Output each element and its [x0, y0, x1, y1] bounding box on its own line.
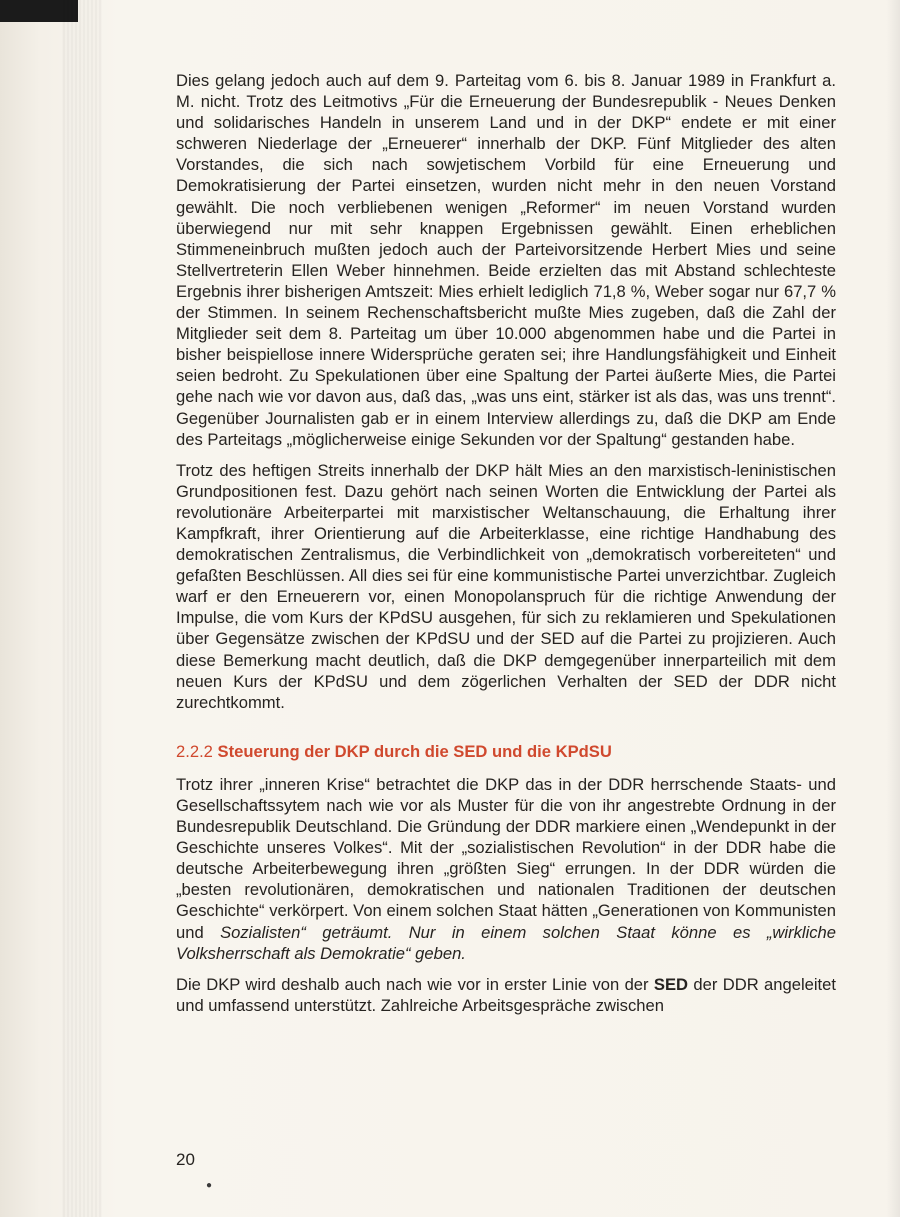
paragraph-sed-anleitung-bold: SED [653, 974, 689, 994]
paragraph-grundpositionen: Trotz des heftigen Streits innerhalb der DKP hält Mies an den marxistisch-leninistischen Grundpositionen fest. Dazu gehört nach seinen Worten die Entwicklung der Partei als revolutionäre Arbeiterpartei mit marxistischer Weltanschauung, die Erhaltung ihrer Kampfkraft, ihrer Orientierung auf die Arbeiterklasse, eine richtige Handhabung des demokratischen Zentralismus, die Verbindlichkeit von „demokratisch vorbereiteten“ und gefaßten Beschlüssen. All dies sei für eine kommunistische Partei unverzichtbar. Zugleich warf er den Erneuerern vor, einen Monopolanspruch für die richtige Anwendung der Impulse, die vom Kurs der KPdSU ausgehen, für sich zu reklamieren und Spekulationen über Gegensätze zwischen der KPdSU und der SED auf die Partei zu projizieren. Auch diese Bemerkung macht deutlich, daß die DKP demgegenüber innerparteilich mit dem neuen Kurs der KPdSU und dem zögerlichen Verhalten der SED der DDR nicht zurechtkommt. [176, 460, 836, 712]
section-title: Steuerung der DKP durch die SED und die KPdSU [217, 741, 612, 761]
paragraph-sed-anleitung-rest: der DDR angeleitet und umfassend unterstützt. Zahlreiche Arbeitsgespräche zwischen [176, 974, 837, 1015]
paragraph-ddr-muster [176, 774, 836, 964]
paragraph-ddr-muster-italic: Sozialisten“ geträumt. Nur in einem solchen Staat könne es „wirkliche Volksherrschaft als Demokratie“ geben. [176, 922, 837, 963]
page-edge-shadow [886, 0, 900, 1217]
paragraph-sed-anleitung-text: Die DKP wird deshalb auch nach wie vor in erster Linie von der [176, 974, 654, 994]
section-number: 2.2.2 [176, 741, 213, 761]
ink-speck: ● [206, 1180, 213, 1191]
binding-shadow [62, 0, 102, 1217]
paragraph-sed-anleitung [176, 974, 836, 1016]
section-heading [176, 741, 836, 762]
paragraph-parteitag: Dies gelang jedoch auch auf dem 9. Parteitag vom 6. bis 8. Januar 1989 in Frankfurt a. M. nicht. Trotz des Leitmotivs „Für die Erneuerung der Bundesrepublik - Neues Denken und solidarisches Handeln in unserem Land und in der DKP“ endete er mit einer schweren Niederlage der „Erneuerer“ innerhalb der DKP. Fünf Mitglieder des alten Vorstandes, die sich nach sowjetischem Vorbild für eine Erneuerung und Demokratisierung der Partei einsetzen, wurden nicht mehr in den neuen Vorstand gewählt. Die noch verbliebenen wenigen „Reformer“ im neuen Vorstand wurden überwiegend nur mit sehr knappen Ergebnissen gewählt. Einen erheblichen Stimmeneinbruch mußten jedoch auch der Parteivorsitzende Herbert Mies und seine Stellvertreterin Ellen Weber hinnehmen. Beide erzielten das mit Abstand schlechteste Ergebnis ihrer bisherigen Amtszeit: Mies erhielt lediglich 71,8 %, Weber sogar nur 67,7 % der Stimmen. In seinem Rechenschaftsbericht mußte Mies zugeben, daß die Zahl der Mitglieder seit dem 8. Parteitag um über 10.000 abgenommen habe und die Partei in bisher beispiellose innere Widersprüche geraten sei; ihre Handlungsfähigkeit und Einheit seien bedroht. Zu Spekulationen über eine Spaltung der Partei äußerte Mies, die Partei gehe nach wie vor davon aus, daß das, „was uns eint, stärker ist als das, was uns trennt“. Gegenüber Journalisten gab er in einem Interview allerdings zu, daß die DKP am Ende des Parteitags „möglicherweise einige Sekunden vor der Spaltung“ gestanden habe. [176, 71, 836, 449]
paragraph-ddr-muster-text: Trotz ihrer „inneren Krise“ betrachtet die DKP das in der DDR herrschende Staats- und Gesellschaftssytem nach wie vor als Muster für die von ihr angestrebte Ordnung in der Bundesrepublik Deutschland. Die Gründung der DDR markiere einen „Wendepunkt in der Geschichte unseres Volkes“. Mit der „sozialistischen Revolution“ in der DDR habe die deutsche Arbeiterbewegung ihren „größten Sieg“ errungen. In der DDR würden die „besten revolutionären, demokratischen und nationalen Traditionen der deutschen Geschichte“ verkörpert. Von einem solchen Staat hätten „Generationen von Kommunisten und [176, 774, 836, 942]
page-text [176, 70, 836, 1026]
page-number: 20 [176, 1150, 195, 1169]
